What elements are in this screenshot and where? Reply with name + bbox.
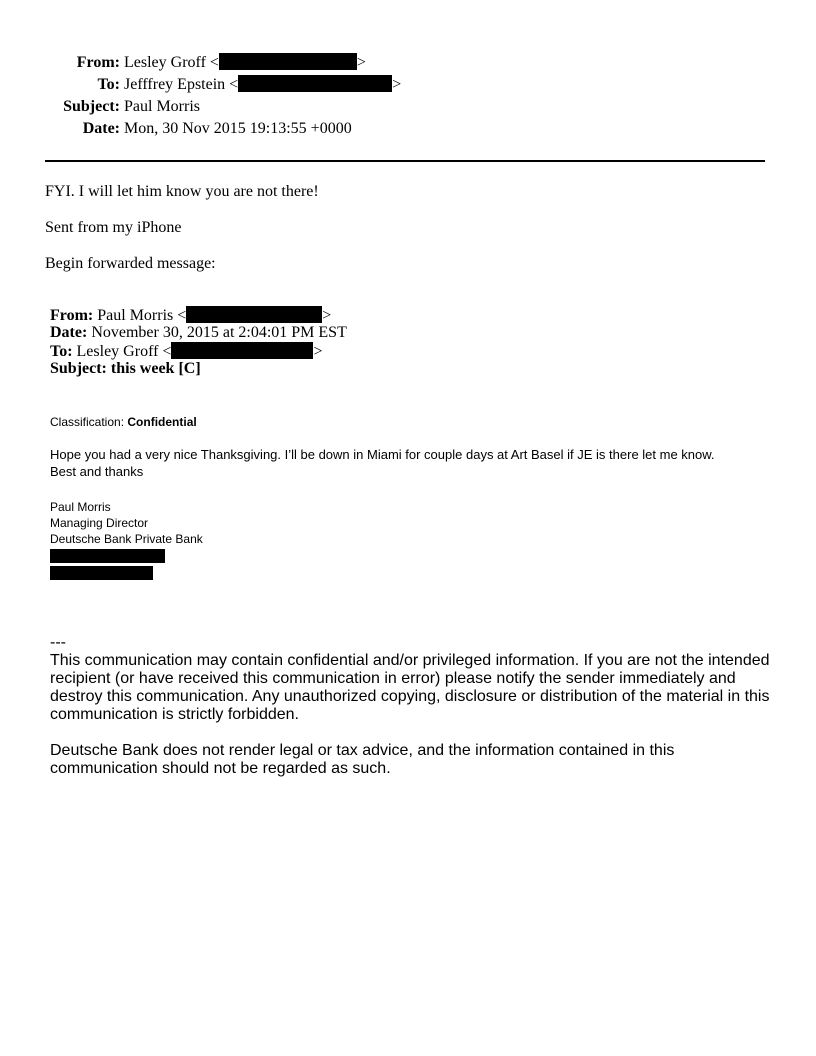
header-from-label: From: — [76, 54, 120, 71]
fwd-subject-row — [50, 360, 347, 378]
forwarded-header — [50, 306, 347, 378]
redaction-box — [50, 549, 165, 563]
fwd-date-value: November 30, 2015 at 2:04:01 PM EST — [87, 324, 347, 341]
fwd-subject-value: this week [C] — [106, 360, 201, 377]
signature-block — [50, 499, 203, 547]
header-date-value: Mon, 30 Nov 2015 19:13:55 +0000 — [124, 120, 352, 137]
redaction-box — [50, 566, 153, 580]
fwd-to-row: To: Lesley Groff < > — [50, 343, 323, 360]
disclaimer-paragraph-1: This communication may contain confidential and/or privileged information. If you are not the intended recipient (or have received this communication in error) please notify the sender immediately and destroy this communication. Any unauthorized copying, disclosure or distribution of the material in this communication is strictly forbidden. — [50, 652, 770, 723]
redaction-box — [186, 306, 322, 323]
message-body — [50, 446, 770, 480]
header-to-label: To: — [97, 76, 120, 93]
classification-label: Classification: — [50, 415, 128, 429]
message-text: Hope you had a very nice Thanksgiving. I’ll be down in Miami for couple days at Art Basel if JE is there let me know. — [50, 447, 715, 462]
disclaimer-separator: --- — [50, 634, 66, 651]
redaction-box — [238, 75, 392, 92]
classification-value: Confidential — [127, 415, 197, 429]
header-subject-value: Paul Morris — [124, 98, 200, 115]
header-to-value: Jefffrey Epstein < > — [124, 76, 402, 93]
signature-title: Managing Director — [50, 516, 149, 530]
body-line-sent-from: Sent from my iPhone — [45, 219, 182, 236]
fwd-date-row — [50, 324, 347, 342]
fwd-from-value: Paul Morris < — [93, 307, 187, 324]
fwd-date-label: Date: — [50, 324, 88, 341]
signature-company: Deutsche Bank Private Bank — [50, 532, 203, 546]
signature-name: Paul Morris — [50, 500, 111, 514]
header-divider — [45, 160, 765, 162]
disclaimer-block — [50, 634, 770, 796]
body-line-forwarded: Begin forwarded message: — [45, 255, 216, 272]
redaction-box — [171, 342, 313, 359]
fwd-subject-label: Subject: — [50, 360, 107, 377]
classification-line — [50, 414, 197, 430]
disclaimer-paragraph-2: Deutsche Bank does not render legal or tax advice, and the information contained in this communication should not be regarded as such. — [50, 742, 675, 777]
header-date-label: Date: — [82, 120, 120, 137]
body-line-fyi: FYI. I will let him know you are not there! — [45, 183, 319, 200]
fwd-to-label: To: — [50, 343, 73, 360]
fwd-from-label: From: — [50, 307, 94, 324]
fwd-from-row: From: Paul Morris < > — [50, 307, 332, 324]
redaction-box — [219, 53, 357, 70]
header-subject-label: Subject: — [63, 98, 120, 115]
fwd-to-value: Lesley Groff < — [72, 343, 172, 360]
header-from-value: Lesley Groff < > — [124, 54, 366, 71]
message-closing: Best and thanks — [50, 464, 144, 479]
